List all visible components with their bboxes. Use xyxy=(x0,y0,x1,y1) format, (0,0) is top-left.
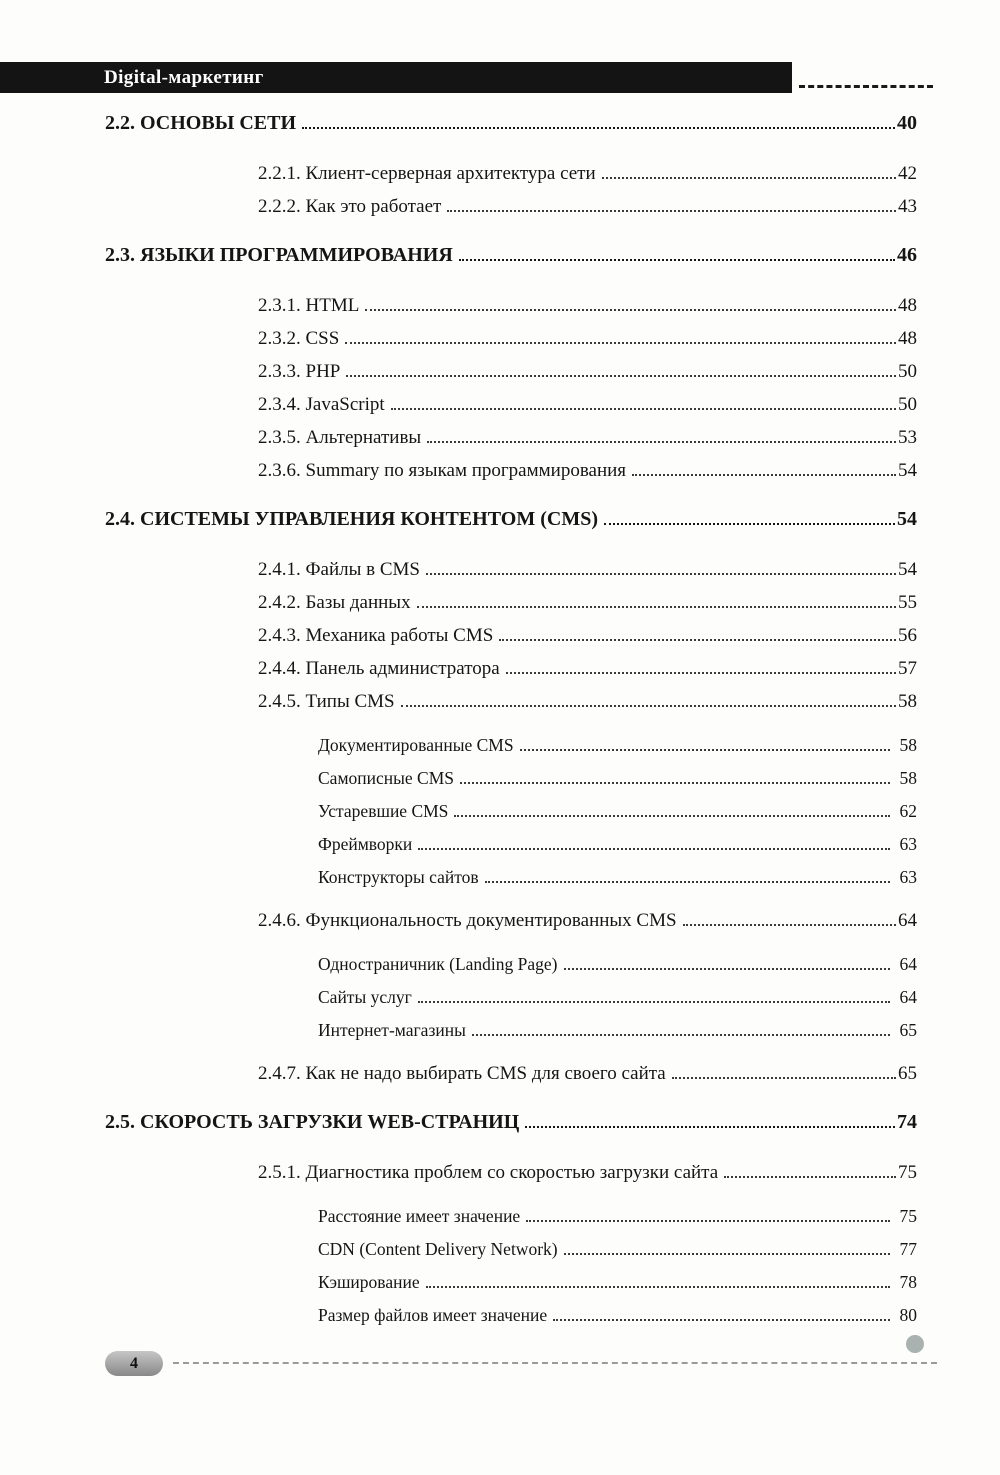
toc-entry-page: 74 xyxy=(897,1111,917,1133)
toc-entry-page: 50 xyxy=(898,394,917,415)
toc-entry-page: 58 xyxy=(898,691,917,712)
toc-leader-dots xyxy=(345,342,896,344)
toc-row xyxy=(105,393,917,417)
toc-leader-dots xyxy=(602,177,896,179)
toc-leader-dots xyxy=(506,672,896,674)
toc-entry-page: 62 xyxy=(899,801,917,821)
toc-entry-label: 2.4.1. Файлы в CMS xyxy=(258,559,420,580)
toc-entry-label: 2.5. СКОРОСТЬ ЗАГРУЗКИ WEB-СТРАНИЦ xyxy=(105,1111,520,1133)
toc-row xyxy=(105,657,917,681)
toc-row xyxy=(105,690,917,714)
toc-entry-label: 2.3.1. HTML xyxy=(258,295,360,316)
toc-leader-dots xyxy=(459,259,895,261)
toc-row xyxy=(105,459,917,483)
toc-entry-label: 2.3.6. Summary по языкам программирования xyxy=(258,460,627,481)
toc-leader-dots xyxy=(526,1220,889,1222)
toc-leader-dots xyxy=(391,408,896,410)
toc-leader-dots xyxy=(499,639,896,641)
toc-entry-label: Одностраничник (Landing Page) xyxy=(318,954,558,974)
toc-entry-label: 2.3.5. Альтернативы xyxy=(258,427,422,448)
toc-entry-label: Кэширование xyxy=(318,1272,420,1292)
toc-entry-label: 2.4.6. Функциональность документированных CMS xyxy=(258,910,677,931)
toc-leader-dots xyxy=(447,210,896,212)
toc-leader-dots xyxy=(418,1001,890,1003)
toc-entry-page: 58 xyxy=(899,735,917,755)
toc-entry-page: 64 xyxy=(898,910,917,931)
toc-entry-label: 2.4.2. Базы данных xyxy=(258,592,411,613)
toc-leader-dots xyxy=(672,1077,896,1079)
toc-entry-page: 40 xyxy=(897,112,917,134)
toc-entry-label: Документированные CMS xyxy=(318,735,514,755)
toc-leader-dots xyxy=(426,573,896,575)
page-header-title: Digital-маркетинг xyxy=(104,66,264,88)
toc-row xyxy=(105,800,917,822)
toc-row xyxy=(105,734,917,756)
toc-row xyxy=(105,833,917,855)
toc-leader-dots xyxy=(454,815,889,817)
toc-row xyxy=(105,986,917,1008)
toc-row xyxy=(105,1304,917,1326)
header-dash-line xyxy=(799,85,933,88)
toc-row xyxy=(105,558,917,582)
toc-row xyxy=(105,1062,917,1086)
toc-entry-page: 54 xyxy=(898,559,917,580)
page-footer xyxy=(105,1350,917,1380)
toc-entry-label: CDN (Content Delivery Network) xyxy=(318,1239,558,1259)
toc-entry-page: 63 xyxy=(899,834,917,854)
toc-row xyxy=(105,953,917,975)
toc-entry-label: Самописные CMS xyxy=(318,768,454,788)
toc-entry-label: 2.5.1. Диагностика проблем со скоростью загрузки сайта xyxy=(258,1162,719,1183)
toc-row xyxy=(105,506,917,532)
toc-leader-dots xyxy=(520,749,890,751)
toc-leader-dots xyxy=(472,1034,890,1036)
toc-entry-label: 2.4.5. Типы CMS xyxy=(258,691,395,712)
toc-list xyxy=(105,110,917,1337)
toc-entry-page: 48 xyxy=(898,295,917,316)
toc-entry-page: 46 xyxy=(897,244,917,266)
toc-entry-page: 64 xyxy=(899,987,917,1007)
toc-row xyxy=(105,1109,917,1135)
toc-entry-label: Размер файлов имеет значение xyxy=(318,1305,548,1325)
toc-entry-label: 2.2.2. Как это работает xyxy=(258,196,442,217)
toc-entry-page: 54 xyxy=(897,508,917,530)
toc-entry-label: 2.4.7. Как не надо выбирать CMS для своего сайта xyxy=(258,1063,666,1084)
toc-leader-dots xyxy=(604,523,895,525)
toc-row xyxy=(105,866,917,888)
toc-entry-page: 54 xyxy=(898,460,917,481)
toc-row xyxy=(105,294,917,318)
toc-entry-label: 2.4. СИСТЕМЫ УПРАВЛЕНИЯ КОНТЕНТОМ (CMS) xyxy=(105,508,598,530)
toc-entry-label: Интернет-магазины xyxy=(318,1020,466,1040)
toc-leader-dots xyxy=(365,309,896,311)
toc-entry-label: 2.4.4. Панель администратора xyxy=(258,658,500,679)
toc-leader-dots xyxy=(632,474,896,476)
toc-entry-label: 2.2. ОСНОВЫ СЕТИ xyxy=(105,112,297,134)
toc-entry-label: Устаревшие CMS xyxy=(318,801,449,821)
toc-row xyxy=(105,195,917,219)
toc-entry-page: 65 xyxy=(898,1063,917,1084)
toc-entry-page: 78 xyxy=(899,1272,917,1292)
toc-entry-page: 75 xyxy=(898,1162,917,1183)
toc-entry-page: 63 xyxy=(899,867,917,887)
toc-leader-dots xyxy=(460,782,890,784)
toc-row xyxy=(105,909,917,933)
toc-row xyxy=(105,360,917,384)
toc-entry-page: 42 xyxy=(898,163,917,184)
toc-entry-page: 43 xyxy=(898,196,917,217)
toc-leader-dots xyxy=(553,1319,889,1321)
toc-row xyxy=(105,1271,917,1293)
page-header xyxy=(0,62,792,93)
toc-row xyxy=(105,110,917,136)
toc-row xyxy=(105,624,917,648)
toc-entry-page: 65 xyxy=(899,1020,917,1040)
toc-leader-dots xyxy=(302,127,895,129)
toc-entry-page: 56 xyxy=(898,625,917,646)
footer-dash-line xyxy=(173,1362,937,1364)
toc-entry-page: 77 xyxy=(899,1239,917,1259)
toc-entry-page: 80 xyxy=(899,1305,917,1325)
toc-leader-dots xyxy=(683,924,896,926)
toc-leader-dots xyxy=(525,1126,895,1128)
toc-leader-dots xyxy=(724,1176,896,1178)
page-number: 4 xyxy=(130,1354,138,1372)
toc-entry-label: 2.3. ЯЗЫКИ ПРОГРАММИРОВАНИЯ xyxy=(105,244,453,266)
toc-entry-page: 64 xyxy=(899,954,917,974)
toc-leader-dots xyxy=(401,705,896,707)
toc-entry-label: 2.3.2. CSS xyxy=(258,328,340,349)
toc-row xyxy=(105,1019,917,1041)
toc-row xyxy=(105,162,917,186)
toc-row xyxy=(105,591,917,615)
toc-row xyxy=(105,242,917,268)
toc-entry-label: 2.3.3. PHP xyxy=(258,361,341,382)
toc-entry-label: Конструкторы сайтов xyxy=(318,867,479,887)
toc-entry-page: 50 xyxy=(898,361,917,382)
toc-row xyxy=(105,1205,917,1227)
toc-leader-dots xyxy=(346,375,896,377)
toc-row xyxy=(105,426,917,450)
page-number-badge xyxy=(105,1351,163,1376)
toc-entry-page: 57 xyxy=(898,658,917,679)
toc-leader-dots xyxy=(485,881,890,883)
corner-dot xyxy=(906,1335,924,1353)
toc-leader-dots xyxy=(417,606,896,608)
toc-entry-page: 48 xyxy=(898,328,917,349)
toc-entry-label: Фреймворки xyxy=(318,834,413,854)
toc-entry-page: 55 xyxy=(898,592,917,613)
toc-entry-label: Расстояние имеет значение xyxy=(318,1206,521,1226)
toc-row xyxy=(105,327,917,351)
toc-entry-label: 2.2.1. Клиент-серверная архитектура сети xyxy=(258,163,596,184)
toc-leader-dots xyxy=(418,848,889,850)
toc-row xyxy=(105,1238,917,1260)
toc-leader-dots xyxy=(564,1253,890,1255)
toc-row xyxy=(105,767,917,789)
toc-entry-label: 2.4.3. Механика работы CMS xyxy=(258,625,494,646)
toc-leader-dots xyxy=(564,968,890,970)
toc-entry-label: 2.3.4. JavaScript xyxy=(258,394,385,415)
toc-entry-page: 58 xyxy=(899,768,917,788)
toc-leader-dots xyxy=(426,1286,890,1288)
toc-row xyxy=(105,1161,917,1185)
toc-leader-dots xyxy=(427,441,896,443)
toc-entry-page: 53 xyxy=(898,427,917,448)
toc-entry-page: 75 xyxy=(899,1206,917,1226)
toc-entry-label: Сайты услуг xyxy=(318,987,412,1007)
